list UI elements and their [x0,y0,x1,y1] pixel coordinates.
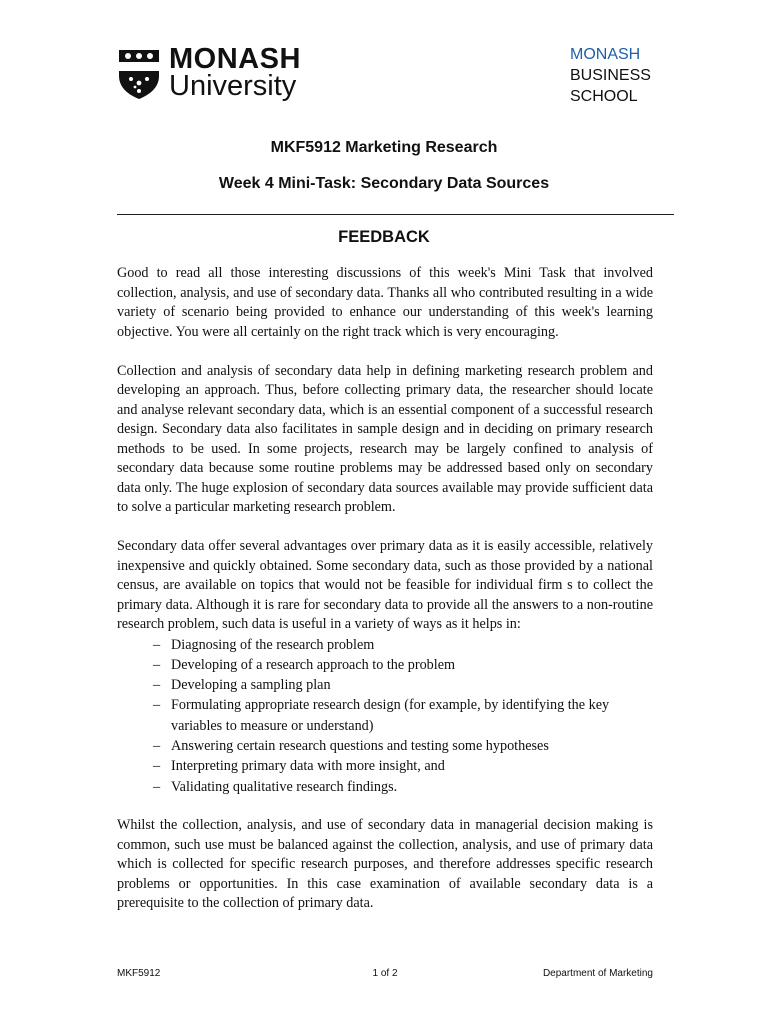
footer-course-code: MKF5912 [117,968,161,979]
dash-marker: – [153,656,161,673]
dash-marker: – [153,697,161,714]
page-header [117,44,677,106]
logo-wordmark-university: University [169,70,297,102]
footer-page-number: 1 of 2 [372,968,398,979]
list-item [117,675,653,695]
logo-wordmark-monash: MONASH [169,43,301,75]
paragraph: Secondary data offer several advantages over primary data as it is easily accessible, relatively inexpensive and quickly obtained. Some secondary data, such as those provided by a national census, are available on topics that would not be feasible for individual firm s to collect the primary data. Although it is rare for secondary data to provide all the answers to a non-routine research problem, such data is useful in a variety of ways as it helps in: [117,538,653,632]
monash-university-logo [117,44,317,102]
list-item-text: Developing of a research approach to the problem [171,656,456,673]
advantages-list [117,635,653,797]
business-school-label [570,44,651,107]
paragraph: Collection and analysis of secondary data help in defining marketing research problem and developing an approach. Thus, before collecting primary data, the researcher should locate and analyse relevant secondary data, which is an essential component of a successful research design. Secondary data also facilitates in sample design and in deciding on primary research methods to be used. In some projects, research may be largely confined to analysis of secondary data because some routine problems may be addressed based only on secondary data only. The huge explosion of secondary data sources available may provide sufficient data to solve a particular marketing research problem. [117,362,653,515]
list-item [117,736,653,756]
document-body [117,264,653,933]
list-item-text: Answering certain research questions and testing some hypotheses [171,737,549,754]
paragraph: Good to read all those interesting discussions of this week's Mini Task that involved collection, analysis, and use of secondary data. Thanks all who contributed resulting in a wide variety of scenario being provided to enhance our understanding of this week's learning objective. You were all certainly on the right track which is very encouraging. [117,265,653,340]
footer-department: Department of Marketing [542,968,653,979]
dash-marker: – [153,758,161,775]
dash-marker: – [153,737,161,754]
document-subtitle: Week 4 Mini-Task: Secondary Data Sources [218,175,550,192]
list-item-text: Formulating appropriate research design (for example, by identifying the key variables to measure or understand) [171,697,610,734]
monash-crest-icon [117,48,161,100]
list-item-text: Validating qualitative research findings. [171,778,398,795]
dash-marker: – [153,778,161,795]
list-item [117,756,653,776]
list-item-text: Developing a sampling plan [171,677,331,694]
list-item [117,655,653,675]
document-title: MKF5912 Marketing Research [270,139,498,156]
school-line-business: BUSINESS [570,67,651,84]
list-item [117,777,653,797]
header-divider [117,214,674,215]
list-item [117,635,653,655]
dash-marker: – [153,636,161,653]
paragraph: Whilst the collection, analysis, and use of secondary data in managerial decision making is common, such use must be balanced against the collection, analysis, and use of primary data which is collected for specific research purposes, and therefore addresses specific research problems or opportunities. In this case examination of available secondary data is a prerequisite to the collection of primary data. [117,817,653,912]
page-footer [117,968,653,982]
school-line-monash: MONASH [570,46,641,63]
list-item-text: Interpreting primary data with more insight, and [171,758,445,775]
section-heading: FEEDBACK [338,228,430,246]
school-line-school: SCHOOL [570,88,638,105]
list-item-text: Diagnosing of the research problem [171,636,375,653]
dash-marker: – [153,677,161,694]
list-item [117,695,653,736]
